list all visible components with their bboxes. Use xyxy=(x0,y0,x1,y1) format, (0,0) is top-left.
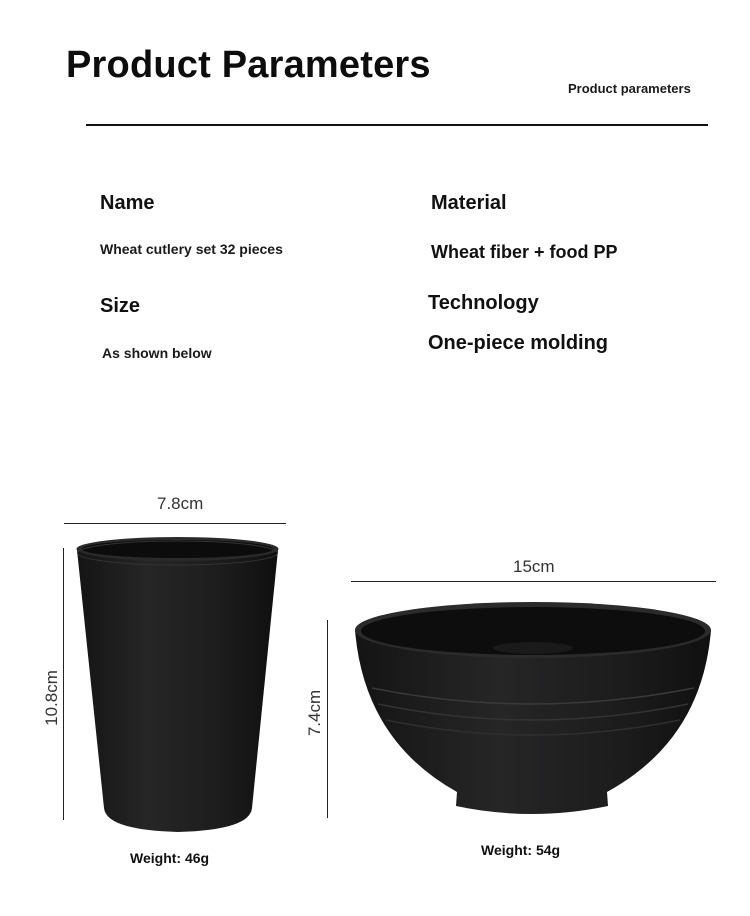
cup-height-label: 10.8cm xyxy=(42,670,61,726)
technology-label: Technology xyxy=(428,292,539,314)
bowl-width-line xyxy=(351,581,716,582)
material-value: Wheat fiber + food PP xyxy=(431,242,618,262)
title-divider xyxy=(86,124,708,126)
bowl-weight: Weight: 54g xyxy=(481,842,561,858)
bowl-image xyxy=(352,600,714,820)
cup-width-label: 7.8cm xyxy=(157,494,204,513)
page-title: Product Parameters xyxy=(66,44,431,86)
cup-weight: Weight: 46g xyxy=(130,850,210,866)
cup-image xyxy=(70,530,286,840)
bowl-height-label: 7.4cm xyxy=(305,689,324,737)
cup-height-line xyxy=(63,548,64,820)
cup-width-line xyxy=(64,523,286,524)
name-label: Name xyxy=(100,192,155,214)
material-label: Material xyxy=(431,192,507,214)
name-value: Wheat cutlery set 32 pieces xyxy=(100,241,283,257)
size-value: As shown below xyxy=(102,345,212,361)
page-subtitle: Product parameters xyxy=(568,81,691,96)
bowl-width-label: 15cm xyxy=(513,557,555,576)
size-label: Size xyxy=(100,295,141,317)
technology-value: One-piece molding xyxy=(428,332,609,354)
bowl-height-line xyxy=(327,620,328,818)
